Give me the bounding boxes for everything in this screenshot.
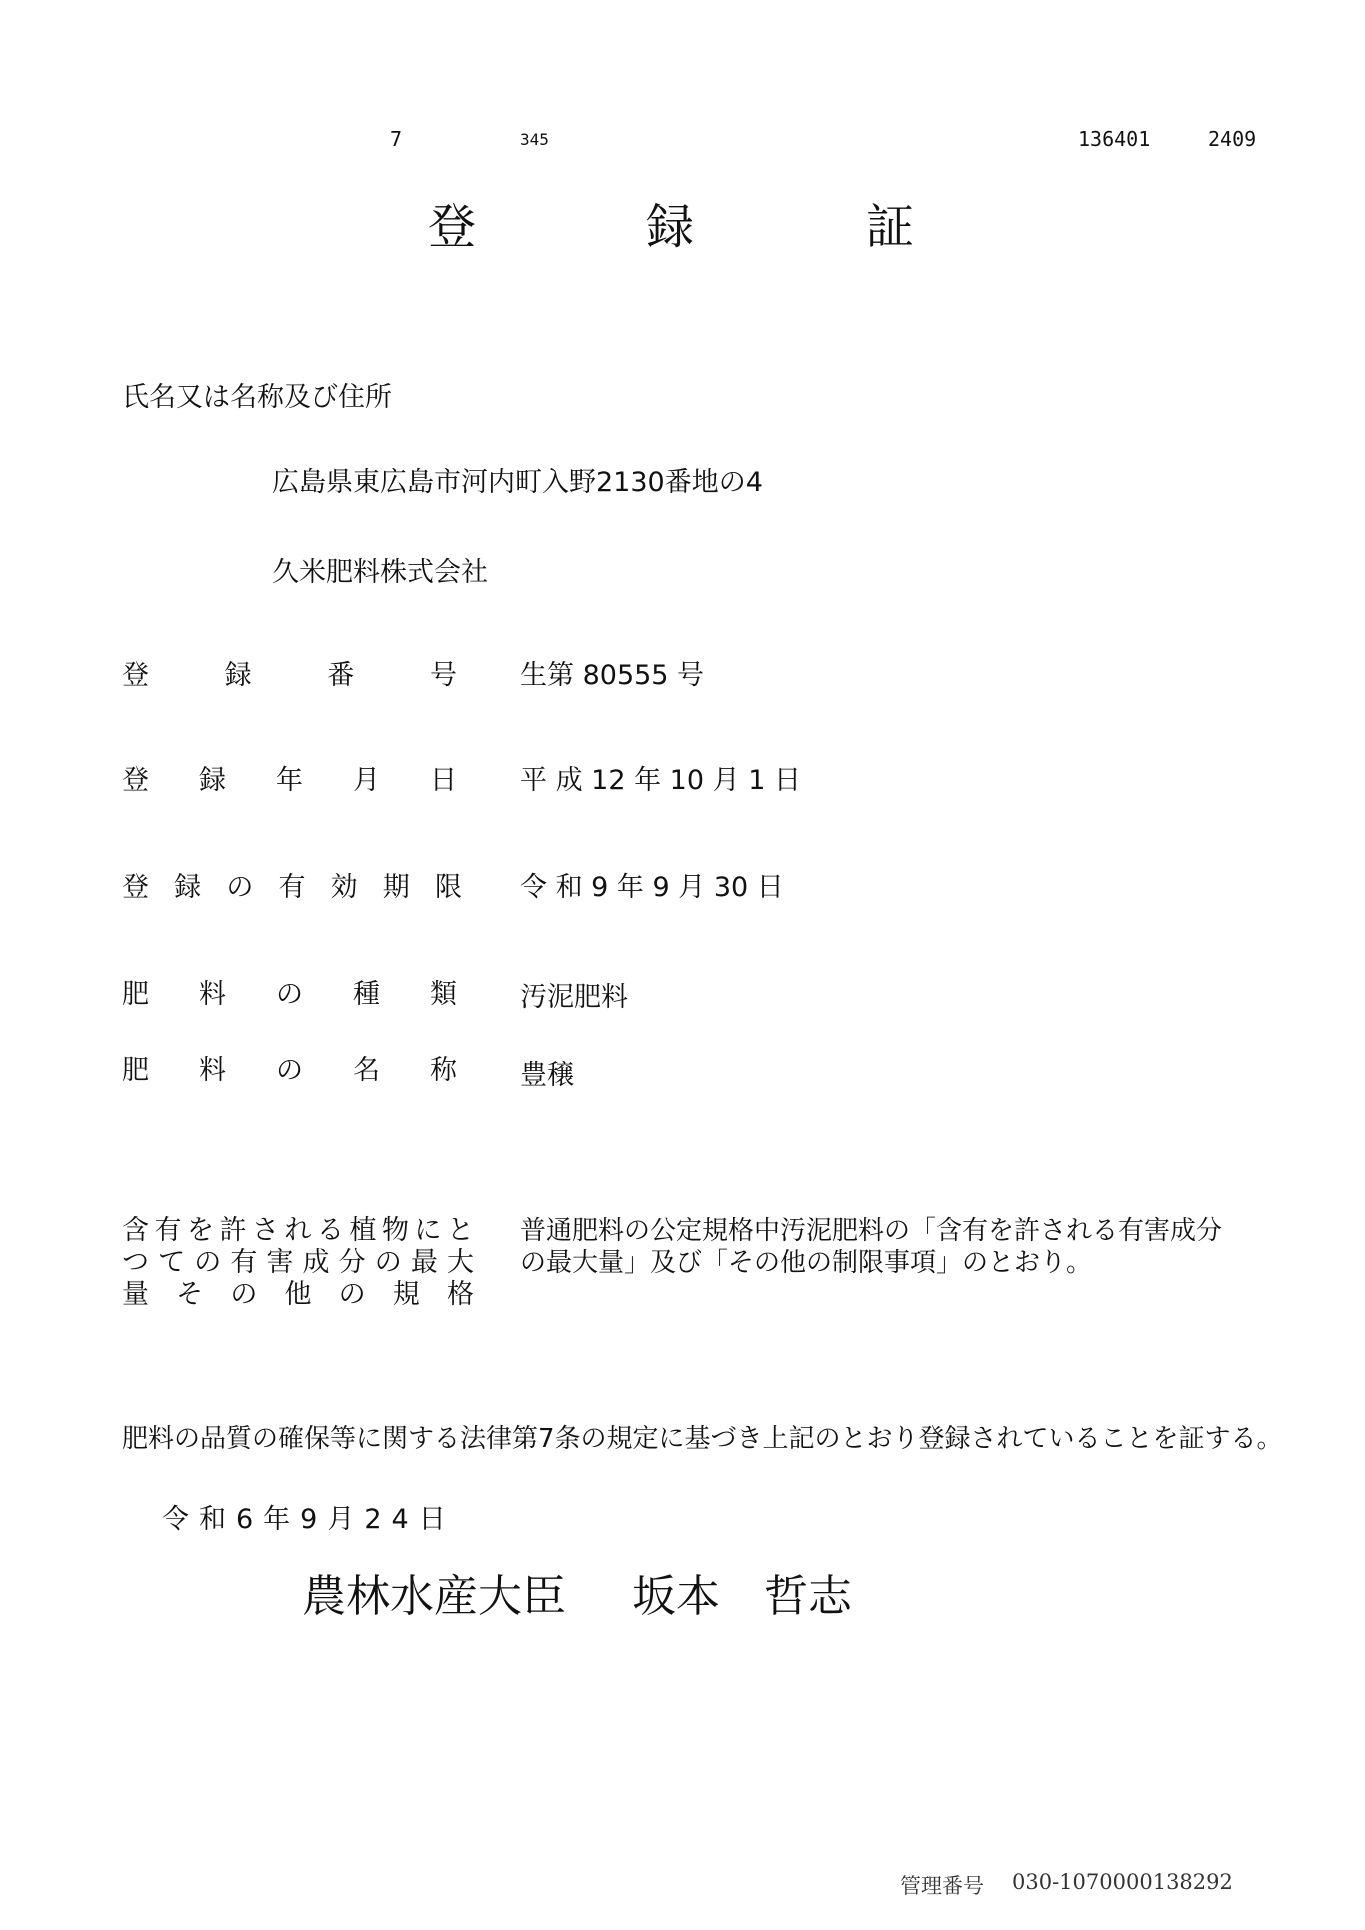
standards-label-line [122, 1279, 474, 1311]
standards-label-line [122, 1215, 474, 1247]
label-char: の [230, 1279, 258, 1310]
label-char: の [374, 1247, 402, 1278]
label-char: つ [122, 1247, 149, 1278]
standards-value [520, 1215, 1320, 1279]
reg-date-value: 平 成 12 年 10 月 1 日 [520, 765, 801, 796]
header-code-d: 2409 [1208, 127, 1257, 151]
label-char: 日 [430, 765, 457, 796]
fertilizer-type-value: 汚泥肥料 [520, 982, 628, 1013]
label-char: 録 [224, 660, 252, 691]
control-number-label: 管理番号 [900, 1874, 984, 1898]
label-char: て [158, 1247, 186, 1278]
registrant-name: 久米肥料株式会社 [272, 557, 488, 588]
title-char: 録 [646, 199, 695, 255]
label-char: 他 [284, 1279, 312, 1310]
label-char: 害 [266, 1247, 294, 1278]
label-char: さ [252, 1215, 279, 1246]
label-char: 大 [446, 1247, 474, 1278]
reg-number-value: 生第 80555 号 [520, 660, 705, 691]
standards-value-line: の最大量」及び「その他の制限事項」のとおり。 [520, 1248, 1093, 1278]
label-char: 肥 [122, 1055, 149, 1086]
fertilizer-name-value: 豊穣 [520, 1060, 574, 1091]
title-char: 登 [428, 199, 477, 255]
label-char: 成 [302, 1247, 330, 1278]
fertilizer-type-label [122, 972, 457, 1011]
label-char: 含 [122, 1215, 149, 1246]
label-char: る [317, 1215, 344, 1246]
label-char: れ [284, 1215, 312, 1246]
label-char: と [447, 1215, 474, 1246]
label-char: 登 [122, 660, 149, 691]
control-number: 030-1070000138292 [1012, 1870, 1233, 1894]
minister-name: 坂本 哲志 [632, 1571, 852, 1622]
label-char: 期 [382, 872, 410, 903]
label-char: の [276, 979, 303, 1010]
label-char: 有 [230, 1247, 258, 1278]
label-char: 効 [330, 872, 358, 903]
label-char: 分 [338, 1247, 366, 1278]
label-char: 許 [219, 1215, 247, 1246]
label-char: 登 [122, 872, 149, 903]
label-char: の [338, 1279, 366, 1310]
reg-number-label [122, 653, 457, 692]
label-char: 名 [353, 1055, 380, 1086]
label-char: 有 [278, 872, 306, 903]
expiry-value: 令 和 9 年 9 月 30 日 [520, 872, 784, 903]
minister-title: 農林水産大臣 [302, 1571, 566, 1622]
label-char: 最 [410, 1247, 438, 1278]
label-char: 登 [122, 765, 149, 796]
label-char: の [276, 1055, 303, 1086]
standards-value-line: 普通肥料の公定規格中汚泥肥料の「含有を許される有害成分 [520, 1216, 1223, 1246]
title-char: 証 [866, 199, 915, 255]
label-char: 格 [446, 1279, 474, 1310]
label-char: の [194, 1247, 222, 1278]
label-char: 規 [392, 1279, 420, 1310]
header-code-b: 345 [520, 130, 549, 149]
label-char: 物 [382, 1215, 409, 1246]
label-char: を [187, 1215, 214, 1246]
registrant-label: 氏名又は名称及び住所 [122, 382, 392, 413]
label-char: の [226, 872, 254, 903]
label-char: 録 [199, 765, 226, 796]
label-char: 料 [199, 1055, 226, 1086]
header-code-c: 136401 [1078, 127, 1151, 151]
label-char: 種 [353, 979, 380, 1010]
label-char: そ [176, 1279, 204, 1310]
label-char: 号 [429, 660, 457, 691]
issue-date: 令和6年9月24日 [162, 1504, 456, 1535]
label-char: 番 [327, 660, 355, 691]
expiry-label [122, 865, 462, 904]
fertilizer-name-label [122, 1048, 457, 1087]
label-char: 肥 [122, 979, 149, 1010]
standards-label-line [122, 1247, 474, 1279]
standards-label [122, 1215, 474, 1311]
registrant-address: 広島県東広島市河内町入野2130番地の4 [272, 467, 763, 498]
reg-date-label [122, 758, 457, 797]
label-char: 料 [199, 979, 226, 1010]
label-char: 量 [122, 1279, 149, 1310]
label-char: に [414, 1215, 442, 1246]
label-char: 植 [349, 1215, 377, 1246]
header-code-a: 7 [390, 127, 403, 151]
certification-statement: 肥料の品質の確保等に関する法律第7条の規定に基づき上記のとおり登録されていることを証する。 [122, 1424, 1283, 1454]
label-char: 限 [434, 872, 462, 903]
label-char: 有 [154, 1215, 182, 1246]
label-char: 類 [430, 979, 457, 1010]
label-char: 年 [276, 765, 303, 796]
label-char: 月 [353, 765, 380, 796]
label-char: 録 [174, 872, 202, 903]
label-char: 称 [430, 1055, 457, 1086]
